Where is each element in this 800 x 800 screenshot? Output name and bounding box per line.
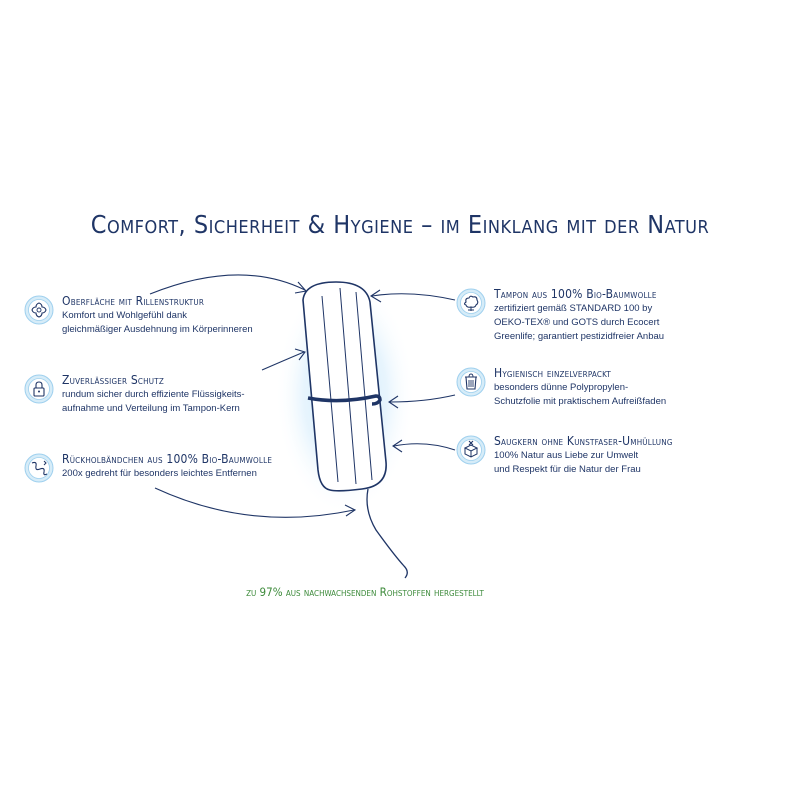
feature-string	[24, 452, 272, 483]
lock-shield-icon	[24, 374, 54, 404]
feature-desc-line: 200x gedreht für besonders leichtes Entfernen	[62, 468, 257, 479]
twisted-string-icon	[24, 453, 54, 483]
feature-desc-line: gleichmäßiger Ausdehnung im Körperinneren	[62, 324, 253, 335]
feature-desc-line: 100% Natur aus Liebe zur Umwelt	[494, 450, 639, 461]
feature-desc-line: OEKO-TEX® und GOTS durch Ecocert	[494, 317, 660, 328]
feature-heading: Tampon aus 100% Bio-Baumwolle	[494, 287, 657, 301]
cotton-plant-icon	[456, 288, 486, 318]
arrow-surface	[150, 275, 305, 294]
feature-protection	[24, 373, 245, 416]
feature-desc-line: und Respekt für die Natur der Frau	[494, 464, 641, 475]
feature-surface	[24, 294, 253, 337]
feature-organic-cotton	[456, 287, 664, 344]
feature-desc-line: rundum sicher durch effiziente Flüssigkeits-	[62, 389, 245, 400]
wrapped-package-icon	[456, 367, 486, 397]
feature-desc-line: Schutzfolie mit praktischem Aufreißfaden	[494, 396, 667, 407]
feature-packaged	[456, 366, 666, 409]
feature-desc-line: Greenlife; garantiert pestizidfreier Anbau	[494, 331, 665, 342]
feature-desc-line: aufnahme und Verteilung im Tampon-Kern	[62, 403, 240, 414]
feature-heading: Hygienisch einzelverpackt	[494, 366, 611, 380]
renewable-footer: zu 97% aus nachwachsenden Rohstoffen hergestellt	[246, 585, 484, 599]
feature-heading: Oberfläche mit Rillenstruktur	[62, 294, 205, 308]
page-title: Comfort, Sicherheit & Hygiene – im Einklang mit der Natur	[90, 210, 710, 239]
no-synthetic-core-icon	[456, 435, 486, 465]
feature-heading: Saugkern ohne Kunstfaser-Umhüllung	[494, 434, 673, 448]
feature-heading: Rückholbändchen aus 100% Bio-Baumwolle	[62, 452, 273, 466]
feature-heading: Zuverlässiger Schutz	[62, 373, 164, 387]
feature-desc-line: Komfort und Wohlgefühl dank	[62, 310, 187, 321]
feature-desc-line: zertifiziert gemäß STANDARD 100 by	[494, 303, 653, 314]
feature-desc-line: besonders dünne Polypropylen-	[494, 382, 629, 393]
feature-core	[456, 434, 673, 477]
flower-surface-icon	[24, 295, 54, 325]
